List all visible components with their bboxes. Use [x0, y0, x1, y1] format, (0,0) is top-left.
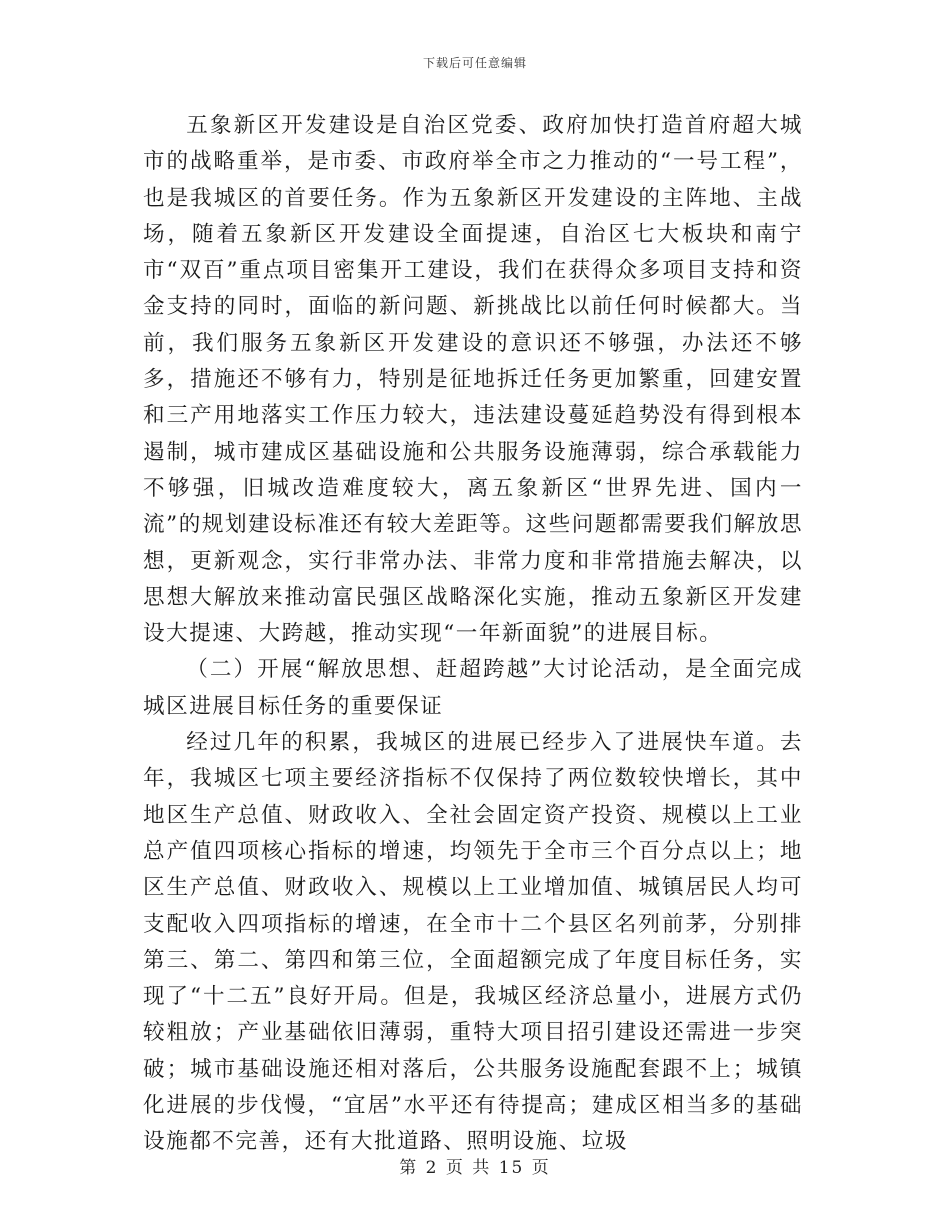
document-body — [143, 108, 803, 1161]
page-header-note: 下载后可任意编辑 — [422, 56, 527, 70]
paragraph-wuxiang-new-district: 五象新区开发建设是自治区党委、政府加快打造首府超大城市的战略重举，是市委、市政府举全市之力推动的“一号工程”，也是我城区的首要任务。作为五象新区开发建设的主阵地、主战场，随着五象新区开发建设全面提速，自治区七大板块和南宁市“双百”重点项目密集开工建设，我们在获得众多项目支持和资金支持的同时，面临的新问题、新挑战比以前任何时候都大。当前，我们服务五象新区开发建设的意识还不够强，办法还不够多，措施还不够有力，特别是征地拆迁任务更加繁重，回建安置和三产用地落实工作压力较大，违法建设蔓延趋势没有得到根本遏制，城市建成区基础设施和公共服务设施薄弱，综合承载能力不够强，旧城改造难度较大，离五象新区“世界先进、国内一流”的规划建设标准还有较大差距等。这些问题都需要我们解放思想，更新观念，实行非常办法、非常力度和非常措施去解决，以思想大解放来推动富民强区战略深化实施，推动五象新区开发建设大提速、大跨越，推动实现“一年新面貌”的进展目标。 — [143, 113, 803, 647]
paragraph-district-progress: 经过几年的积累，我城区的进展已经步入了进展快车道。去年，我城区七项主要经济指标不仅保持了两位数较快增长，其中地区生产总值、财政收入、全社会固定资产投资、规模以上工业总产值四项核心指标的增速，均领先于全市三个百分点以上；地区生产总值、财政收入、规模以上工业增加值、城镇居民人均可支配收入四项指标的增速，在全市十二个县区名列前茅，分别排第三、第二、第四和第三位，全面超额完成了年度目标任务，实现了“十二五”良好开局。但是，我城区经济总量小，进展方式仍较粗放；产业基础依旧薄弱，重特大项目招引建设还需进一步突破；城市基础设施还相对落后，公共服务设施配套跟不上；城镇化进展的步伐慢，“宜居”水平还有待提高；建成区相当多的基础设施都不完善，还有大批道路、照明设施、垃圾 — [143, 730, 803, 1155]
section-heading-2: （二）开展“解放思想、赶超跨越”大讨论活动，是全面完成城区进展目标任务的重要保证 — [143, 657, 803, 719]
page-number-footer: 第 2 页 共 15 页 — [399, 1158, 551, 1178]
